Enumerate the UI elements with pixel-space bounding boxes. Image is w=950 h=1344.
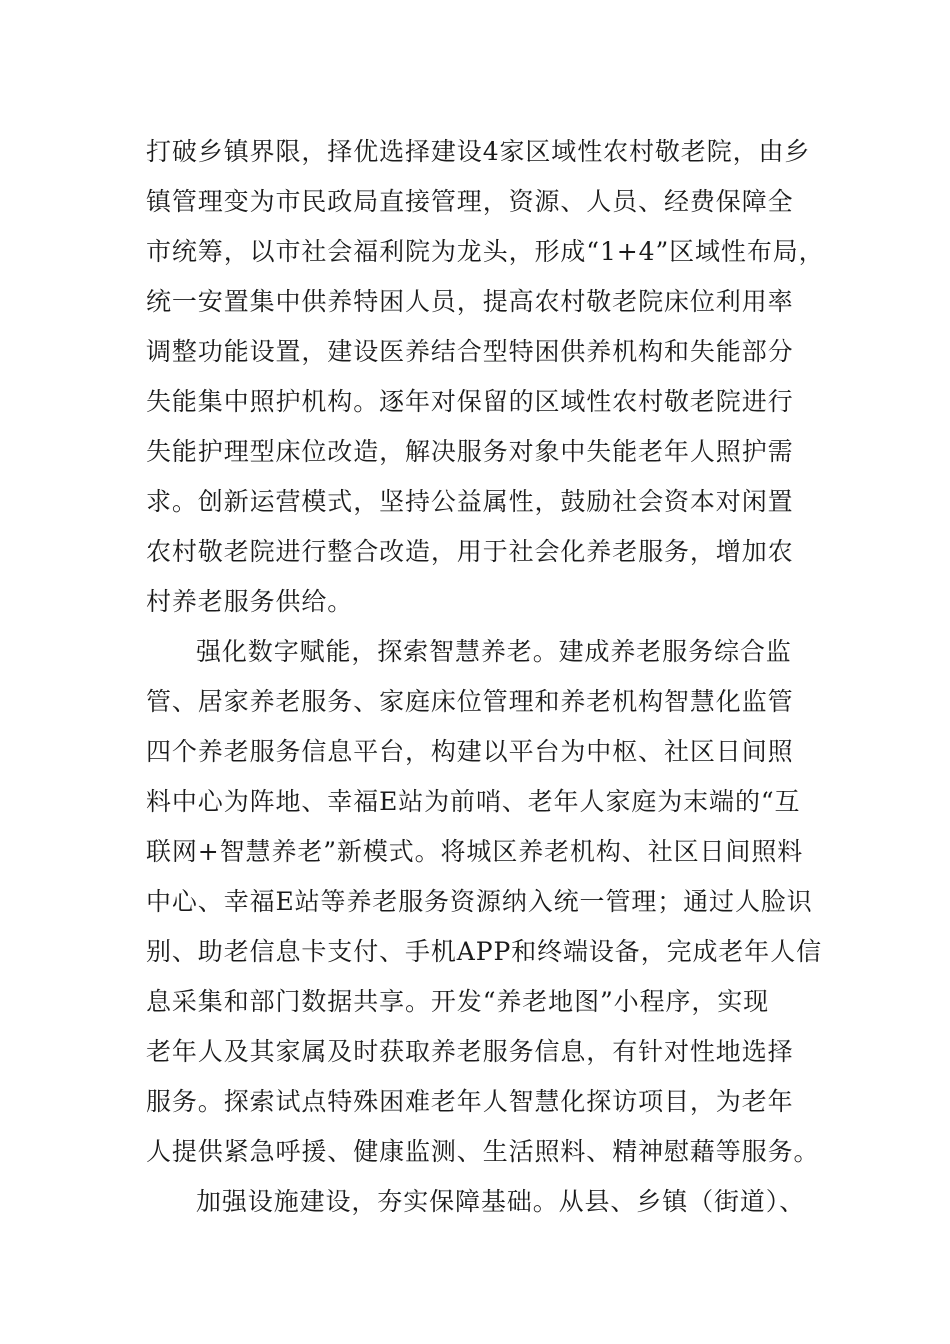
- text-line: 管、居家养老服务、家庭床位管理和养老机构智慧化监管: [146, 687, 794, 716]
- text-line: 联网+智慧养老”新模式。将城区养老机构、社区日间照料: [146, 837, 804, 866]
- text-line: 镇管理变为市民政局直接管理，资源、人员、经费保障全: [146, 187, 794, 216]
- text-line: 人提供紧急呼援、健康监测、生活照料、精神慰藉等服务。: [146, 1137, 820, 1166]
- text-line: 调整功能设置，建设医养结合型特困供养机构和失能部分: [146, 337, 794, 366]
- text-line: 失能护理型床位改造，解决服务对象中失能老年人照护需: [146, 437, 794, 466]
- text-line: 别、助老信息卡支付、手机APP和终端设备，完成老年人信: [146, 937, 822, 966]
- text-line: 打破乡镇界限，择优选择建设4家区域性农村敬老院，由乡: [146, 137, 811, 166]
- text-line: 老年人及其家属及时获取养老服务信息，有针对性地选择: [146, 1037, 794, 1066]
- paragraph-start-line: 强化数字赋能，探索智慧养老。建成养老服务综合监: [196, 637, 792, 666]
- text-line: 求。创新运营模式，坚持公益属性，鼓励社会资本对闲置: [146, 487, 794, 516]
- text-line: 农村敬老院进行整合改造，用于社会化养老服务，增加农: [146, 537, 794, 566]
- paragraph-start-line: 加强设施建设，夯实保障基础。从县、乡镇（街道）、: [196, 1187, 806, 1216]
- text-line: 市统筹，以市社会福利院为龙头，形成“1+4”区域性布局，: [146, 237, 825, 266]
- text-line: 失能集中照护机构。逐年对保留的区域性农村敬老院进行: [146, 387, 794, 416]
- text-line: 息采集和部门数据共享。开发“养老地图”小程序，实现: [146, 987, 770, 1016]
- text-line: 中心、幸福E站等养老服务资源纳入统一管理；通过人脸识: [146, 887, 813, 916]
- text-line: 料中心为阵地、幸福E站为前哨、老年人家庭为末端的“互: [146, 787, 801, 816]
- text-line: 服务。探索试点特殊困难老年人智慧化探访项目，为老年: [146, 1087, 794, 1116]
- text-line: 统一安置集中供养特困人员，提高农村敬老院床位利用率: [146, 287, 794, 316]
- text-line: 四个养老服务信息平台，构建以平台为中枢、社区日间照: [146, 737, 794, 766]
- text-line: 村养老服务供给。: [146, 587, 354, 616]
